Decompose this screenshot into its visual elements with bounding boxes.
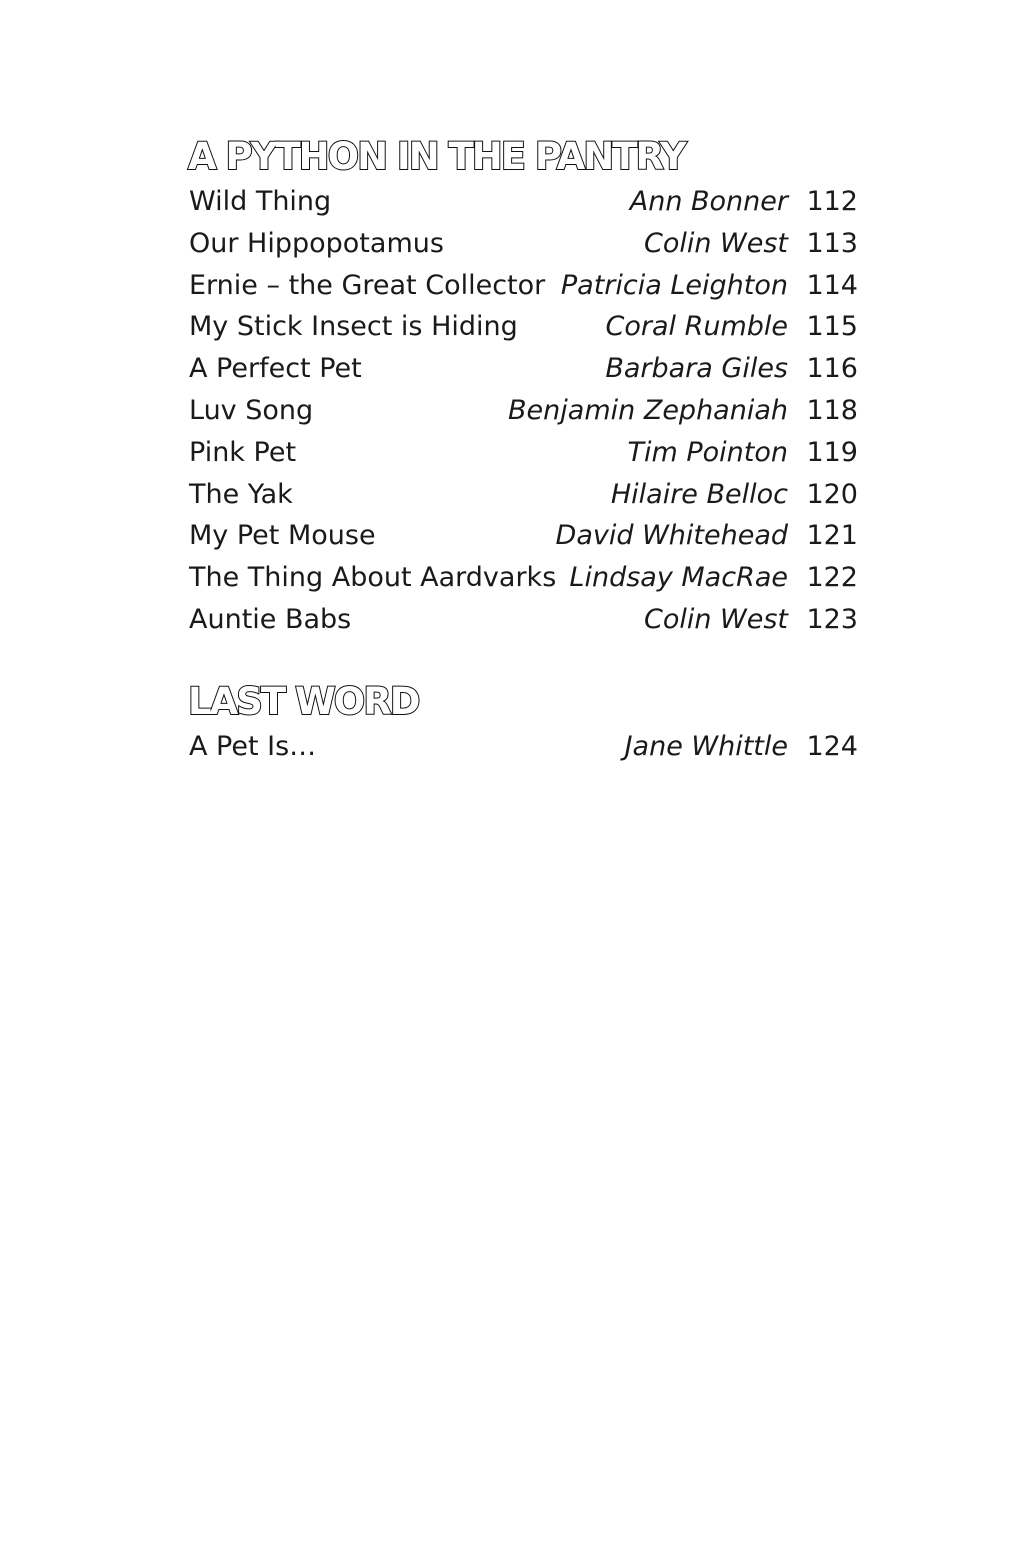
poem-author: Lindsay MacRae: [569, 562, 788, 594]
section-heading: A PYTHON IN THE PANTRY: [188, 135, 685, 178]
toc-entry: [188, 432, 860, 474]
poem-author: Barbara Giles: [605, 353, 788, 385]
toc-section: [188, 133, 860, 641]
page-number: 113: [806, 227, 858, 259]
poem-author: Colin West: [643, 603, 788, 635]
poem-author: Colin West: [643, 227, 788, 259]
poem-title: Ernie – the Great Collector: [189, 269, 546, 301]
toc-entry: [188, 474, 860, 516]
poem-title: My Pet Mouse: [189, 520, 376, 552]
poem-author: David Whitehead: [555, 520, 788, 552]
page-number: 124: [806, 730, 858, 762]
toc-entry: [188, 557, 860, 599]
page-number: 114: [806, 269, 858, 301]
poem-title: My Stick Insect is Hiding: [189, 311, 518, 343]
poem-author: Coral Rumble: [605, 311, 788, 343]
poem-author: Hilaire Belloc: [610, 478, 788, 510]
toc-section: [188, 678, 860, 768]
toc-entry: [188, 223, 860, 265]
toc-entry: [188, 726, 860, 768]
poem-author: Tim Pointon: [627, 436, 788, 468]
page-number: 121: [806, 520, 858, 552]
toc-entry: [188, 306, 860, 348]
poem-author: Patricia Leighton: [560, 269, 788, 301]
poem-title: Our Hippopotamus: [189, 227, 444, 259]
page-number: 123: [806, 603, 858, 635]
toc-entry: [188, 348, 860, 390]
page-number: 112: [806, 186, 858, 217]
page-number: 116: [806, 353, 858, 385]
poem-title: The Thing About Aardvarks: [189, 562, 557, 594]
poem-title: A Pet Is…: [189, 730, 317, 762]
toc-entry: [188, 265, 860, 307]
toc-entry: [188, 390, 860, 432]
page-number: 122: [806, 562, 858, 594]
table-of-contents: [188, 133, 860, 768]
poem-title: Auntie Babs: [189, 603, 352, 635]
poem-title: Luv Song: [189, 394, 314, 426]
poem-author: Jane Whittle: [624, 730, 788, 762]
poem-author: Ann Bonner: [629, 186, 788, 217]
toc-entry: [188, 181, 860, 223]
toc-entry: [188, 599, 860, 641]
section-heading: LAST WORD: [188, 679, 419, 723]
poem-title: A Perfect Pet: [189, 353, 362, 385]
toc-entry: [188, 515, 860, 557]
poem-title: Wild Thing: [189, 186, 332, 217]
poem-author: Benjamin Zephaniah: [508, 394, 788, 426]
page-number: 115: [806, 311, 858, 343]
poem-title: Pink Pet: [189, 436, 297, 468]
page-number: 120: [806, 478, 858, 510]
page-number: 119: [806, 436, 858, 468]
page-number: 118: [806, 394, 858, 426]
poem-title: The Yak: [189, 478, 293, 510]
